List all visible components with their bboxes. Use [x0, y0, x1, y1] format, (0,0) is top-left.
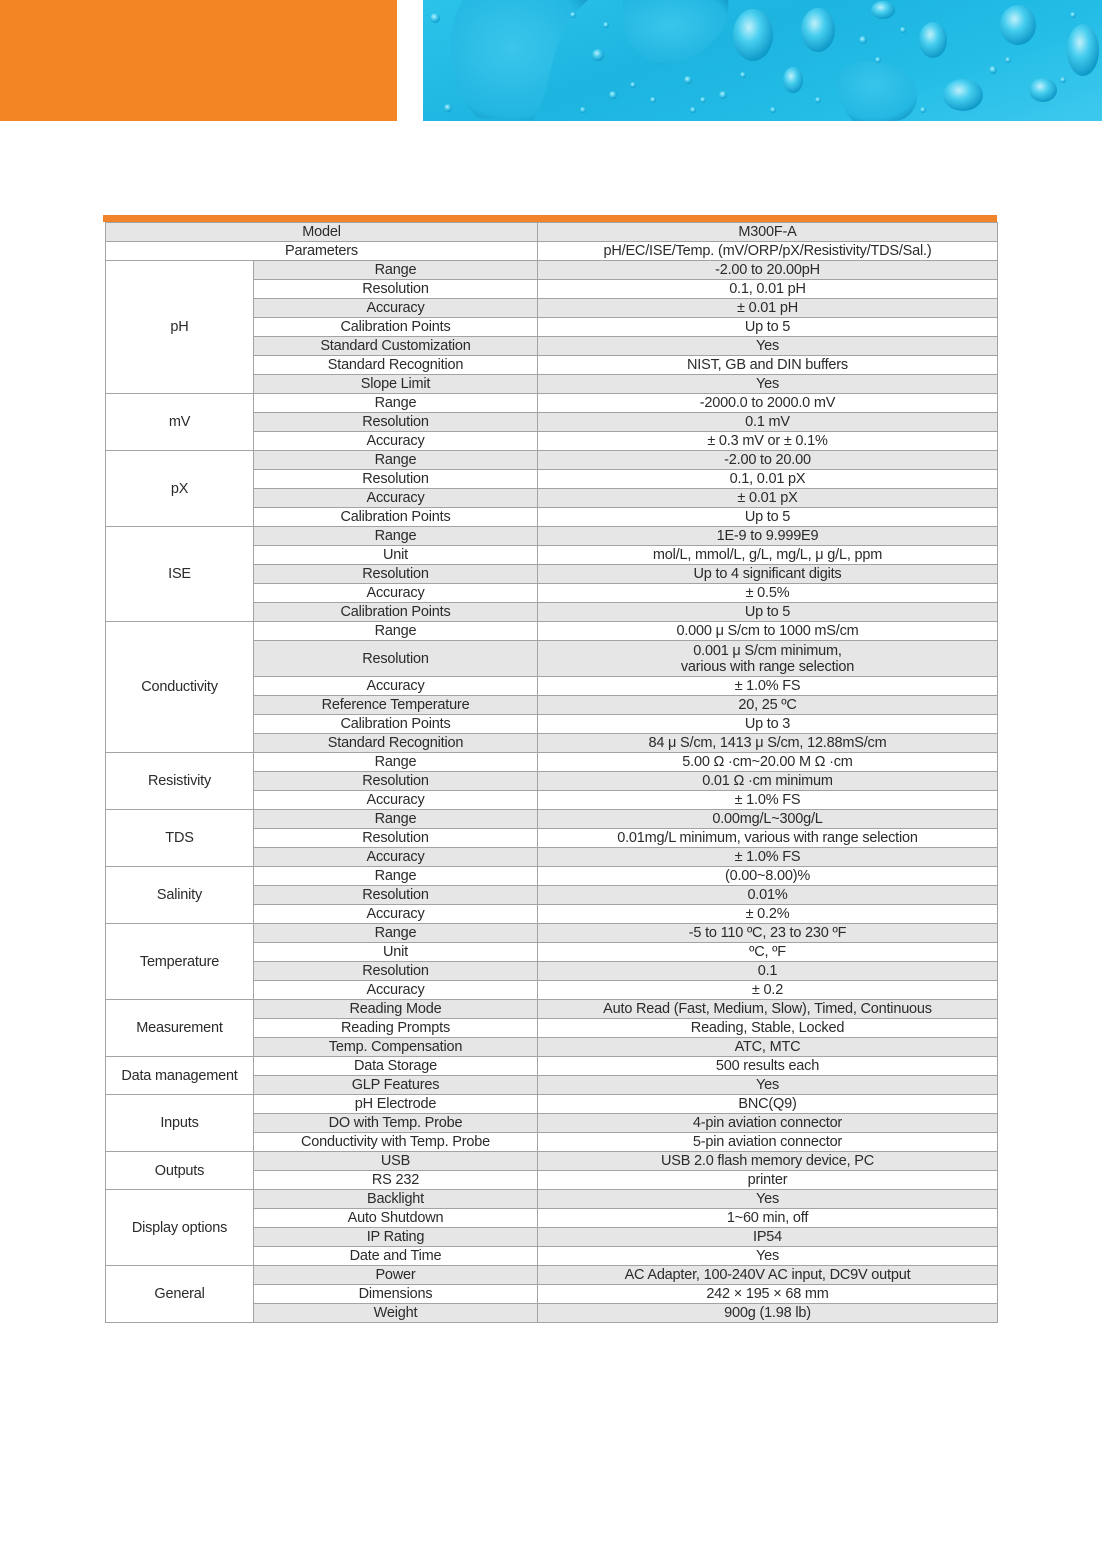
table-row-model	[106, 223, 998, 242]
parameter-label: Backlight	[254, 1190, 538, 1209]
parameter-label: Accuracy	[254, 299, 538, 318]
table-row	[106, 622, 998, 641]
group-label: pX	[106, 451, 254, 527]
parameter-value-line: various with range selection	[680, 658, 855, 675]
table-row	[106, 1095, 998, 1114]
parameter-value: NIST, GB and DIN buffers	[538, 356, 998, 375]
group-label: ISE	[106, 527, 254, 622]
parameter-value: 5-pin aviation connector	[538, 1133, 998, 1152]
parameter-value: (0.00~8.00)%	[538, 867, 998, 886]
water-droplets-graphic	[423, 0, 1102, 121]
parameter-value: 0.1, 0.01 pX	[538, 470, 998, 489]
parameter-value: Up to 4 significant digits	[538, 565, 998, 584]
parameter-label: Resolution	[254, 641, 538, 677]
parameter-value: Up to 5	[538, 603, 998, 622]
group-label: Display options	[106, 1190, 254, 1266]
parameter-label: Unit	[254, 943, 538, 962]
parameter-value: 500 results each	[538, 1057, 998, 1076]
parameter-label: Data Storage	[254, 1057, 538, 1076]
parameter-label: RS 232	[254, 1171, 538, 1190]
parameter-label: USB	[254, 1152, 538, 1171]
parameter-value: 4-pin aviation connector	[538, 1114, 998, 1133]
parameter-value: -2000.0 to 2000.0 mV	[538, 394, 998, 413]
parameter-label: Range	[254, 394, 538, 413]
parameter-label: Range	[254, 867, 538, 886]
parameter-value: ºC, ºF	[538, 943, 998, 962]
group-label: mV	[106, 394, 254, 451]
group-label: Resistivity	[106, 753, 254, 810]
parameter-label: Conductivity with Temp. Probe	[254, 1133, 538, 1152]
parameter-value: 0.1 mV	[538, 413, 998, 432]
table-row	[106, 1266, 998, 1285]
parameter-value: 0.00mg/L~300g/L	[538, 810, 998, 829]
parameter-value: ± 0.2	[538, 981, 998, 1000]
parameter-value: ATC, MTC	[538, 1038, 998, 1057]
parameter-value: Up to 3	[538, 715, 998, 734]
parameter-value: ± 1.0% FS	[538, 848, 998, 867]
parameter-value: 0.1	[538, 962, 998, 981]
parameter-value: ± 0.2%	[538, 905, 998, 924]
parameter-value: 0.000 μ S/cm to 1000 mS/cm	[538, 622, 998, 641]
header-orange-block	[0, 0, 397, 121]
parameter-value: Yes	[538, 1076, 998, 1095]
parameter-label: Standard Customization	[254, 337, 538, 356]
parameter-value: mol/L, mmol/L, g/L, mg/L, μ g/L, ppm	[538, 546, 998, 565]
parameter-value: Yes	[538, 1247, 998, 1266]
parameter-value: -2.00 to 20.00pH	[538, 261, 998, 280]
group-label: Inputs	[106, 1095, 254, 1152]
parameter-value: Up to 5	[538, 318, 998, 337]
parameter-label: Range	[254, 451, 538, 470]
parameter-label: Accuracy	[254, 489, 538, 508]
parameter-value: Auto Read (Fast, Medium, Slow), Timed, Continuous	[538, 1000, 998, 1019]
parameter-value: Yes	[538, 375, 998, 394]
parameter-value: ± 0.3 mV or ± 0.1%	[538, 432, 998, 451]
parameters-label: Parameters	[106, 242, 538, 261]
parameter-label: Range	[254, 924, 538, 943]
parameter-label: Range	[254, 527, 538, 546]
parameter-label: Dimensions	[254, 1285, 538, 1304]
water-droplets-image	[423, 0, 1102, 121]
table-row	[106, 1000, 998, 1019]
parameter-label: Range	[254, 261, 538, 280]
parameter-label: Accuracy	[254, 432, 538, 451]
table-row	[106, 1057, 998, 1076]
parameter-value-line: 0.001 μ S/cm minimum,	[693, 642, 842, 659]
parameter-value: 242 × 195 × 68 mm	[538, 1285, 998, 1304]
parameter-value: Reading, Stable, Locked	[538, 1019, 998, 1038]
parameter-label: Calibration Points	[254, 603, 538, 622]
parameter-label: Range	[254, 622, 538, 641]
parameter-label: Accuracy	[254, 848, 538, 867]
parameter-label: Accuracy	[254, 584, 538, 603]
table-row	[106, 451, 998, 470]
parameter-value: printer	[538, 1171, 998, 1190]
table-row	[106, 394, 998, 413]
parameter-label: Accuracy	[254, 677, 538, 696]
parameter-value: 1~60 min, off	[538, 1209, 998, 1228]
parameter-label: Date and Time	[254, 1247, 538, 1266]
parameter-value: IP54	[538, 1228, 998, 1247]
parameter-label: Unit	[254, 546, 538, 565]
parameters-value: pH/EC/ISE/Temp. (mV/ORP/pX/Resistivity/TDS/Sal.)	[538, 242, 998, 261]
table-row	[106, 1152, 998, 1171]
table-row	[106, 261, 998, 280]
parameter-value: -2.00 to 20.00	[538, 451, 998, 470]
parameter-label: Resolution	[254, 565, 538, 584]
parameter-label: Temp. Compensation	[254, 1038, 538, 1057]
parameter-value: -5 to 110 ºC, 23 to 230 ºF	[538, 924, 998, 943]
parameter-value: AC Adapter, 100-240V AC input, DC9V output	[538, 1266, 998, 1285]
parameter-value: ± 0.01 pH	[538, 299, 998, 318]
parameter-label: Power	[254, 1266, 538, 1285]
group-label: Salinity	[106, 867, 254, 924]
parameter-value: Up to 5	[538, 508, 998, 527]
table-row	[106, 527, 998, 546]
spec-table	[105, 222, 998, 1323]
parameter-label: Resolution	[254, 413, 538, 432]
parameter-value: ± 0.01 pX	[538, 489, 998, 508]
parameter-label: Resolution	[254, 280, 538, 299]
parameter-value: 0.1, 0.01 pH	[538, 280, 998, 299]
parameter-value: 20, 25 ºC	[538, 696, 998, 715]
parameter-value: Yes	[538, 337, 998, 356]
parameter-label: pH Electrode	[254, 1095, 538, 1114]
parameter-value: 0.01 Ω ·cm minimum	[538, 772, 998, 791]
table-row	[106, 1190, 998, 1209]
model-value: M300F-A	[538, 223, 998, 242]
parameter-value: 0.01%	[538, 886, 998, 905]
parameter-value: USB 2.0 flash memory device, PC	[538, 1152, 998, 1171]
parameter-label: Reference Temperature	[254, 696, 538, 715]
parameter-label: Reading Prompts	[254, 1019, 538, 1038]
parameter-label: Calibration Points	[254, 508, 538, 527]
parameter-label: Reading Mode	[254, 1000, 538, 1019]
table-row	[106, 924, 998, 943]
parameter-value: BNC(Q9)	[538, 1095, 998, 1114]
parameter-label: Accuracy	[254, 791, 538, 810]
parameter-label: Resolution	[254, 829, 538, 848]
parameter-label: Resolution	[254, 886, 538, 905]
parameter-value: Yes	[538, 1190, 998, 1209]
group-label: Data management	[106, 1057, 254, 1095]
table-row	[106, 867, 998, 886]
parameter-label: GLP Features	[254, 1076, 538, 1095]
group-label: pH	[106, 261, 254, 394]
parameter-label: Resolution	[254, 962, 538, 981]
parameter-label: Resolution	[254, 772, 538, 791]
parameter-label: Accuracy	[254, 981, 538, 1000]
parameter-value: 1E-9 to 9.999E9	[538, 527, 998, 546]
parameter-label: Standard Recognition	[254, 734, 538, 753]
parameter-value: 84 μ S/cm, 1413 μ S/cm, 12.88mS/cm	[538, 734, 998, 753]
parameter-value	[538, 641, 998, 677]
parameter-value: ± 1.0% FS	[538, 791, 998, 810]
group-label: Conductivity	[106, 622, 254, 753]
parameter-label: Calibration Points	[254, 318, 538, 337]
parameter-label: Range	[254, 810, 538, 829]
parameter-value: 5.00 Ω ·cm~20.00 M Ω ·cm	[538, 753, 998, 772]
group-label: Measurement	[106, 1000, 254, 1057]
parameter-label: Resolution	[254, 470, 538, 489]
parameter-label: Standard Recognition	[254, 356, 538, 375]
parameter-value: ± 0.5%	[538, 584, 998, 603]
parameter-value: ± 1.0% FS	[538, 677, 998, 696]
parameter-label: Slope Limit	[254, 375, 538, 394]
group-label: General	[106, 1266, 254, 1323]
parameter-label: IP Rating	[254, 1228, 538, 1247]
parameter-label: Weight	[254, 1304, 538, 1323]
group-label: Temperature	[106, 924, 254, 1000]
group-label: Outputs	[106, 1152, 254, 1190]
parameter-label: Auto Shutdown	[254, 1209, 538, 1228]
parameter-value: 0.01mg/L minimum, various with range selection	[538, 829, 998, 848]
parameter-value: 900g (1.98 lb)	[538, 1304, 998, 1323]
table-row-parameters	[106, 242, 998, 261]
parameter-label: Accuracy	[254, 905, 538, 924]
parameter-label: Calibration Points	[254, 715, 538, 734]
parameter-label: Range	[254, 753, 538, 772]
group-label: TDS	[106, 810, 254, 867]
table-top-rule	[103, 215, 997, 222]
table-row	[106, 753, 998, 772]
parameter-label: DO with Temp. Probe	[254, 1114, 538, 1133]
table-row	[106, 810, 998, 829]
model-label: Model	[106, 223, 538, 242]
